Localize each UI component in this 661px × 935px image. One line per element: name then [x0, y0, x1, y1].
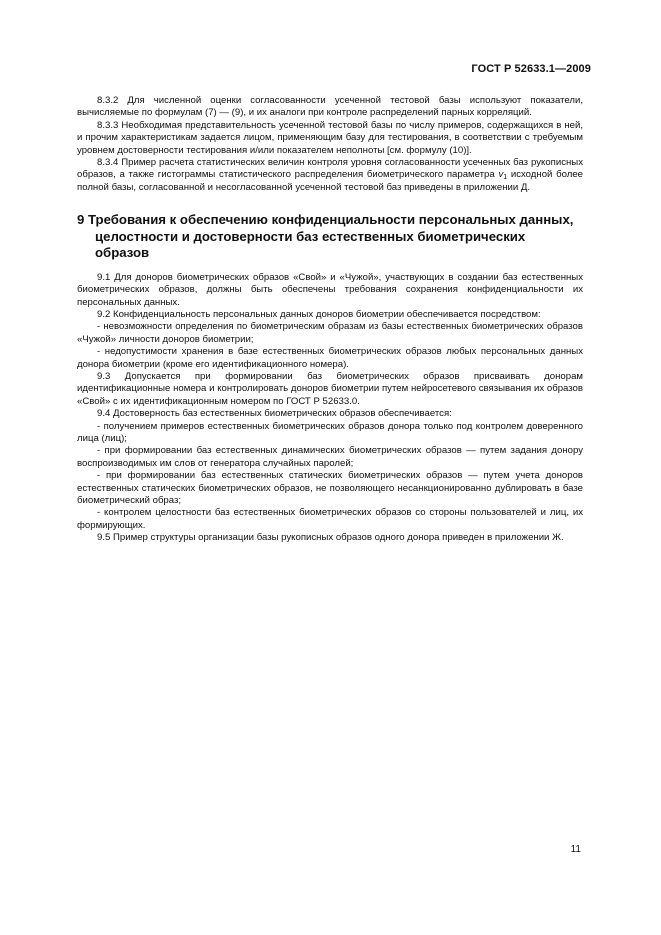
page-body	[77, 95, 583, 545]
list-item-9-2-a: - невозможности определения по биометрическим образам из базы естественных биометрических образов «Чужой» личности доноров биометрии;	[77, 321, 583, 345]
paragraph-9-3: 9.3 Допускается при формировании баз биометрических образов присваивать донорам идентификационные номера и контролировать доноров биометрии путем нейросетевого связывания их образов «Свой» с их идентификационным номером по ГОСТ Р 52633.0.	[77, 371, 583, 407]
list-item-9-4-d: - контролем целостности баз естественных биометрических образов со стороны пользователей и лиц, их формирующих.	[77, 507, 583, 531]
list-item-9-4-b: - при формировании баз естественных динамических биометрических образов — путем задания донору воспроизводимых им слов от генератора случайных паролей;	[77, 445, 583, 469]
paragraph-9-2: 9.2 Конфиденциальность персональных данных доноров биометрии обеспечивается посредством:	[97, 308, 541, 320]
paragraph-9-4: 9.4 Достоверность баз естественных биометрических образов обеспечивается:	[97, 408, 452, 420]
paragraph-8-3-3: 8.3.3 Необходимая представительность усеченной тестовой базы по числу примеров, содержащихся в ней, и прочим характеристикам задается лицом, применяющим базу для тестирования, в соответствии с требуемым уровнем достоверности тестирования и/или показателем неполноты [см. формулу (10)].	[77, 119, 583, 156]
section-9-heading: 9 Требования к обеспечению конфиденциальности персональных данных, целостности и достоверности баз естественных биометрических образов	[77, 212, 574, 261]
variable-v: v	[498, 169, 504, 181]
paragraph-9-5: 9.5 Пример структуры организации базы рукописных образов одного донора приведен в приложении Ж.	[97, 532, 564, 544]
list-item-9-2-b: - недопустимости хранения в базе естественных биометрических образов любых персональных данных донора биометрии (кроме его идентификационного номера).	[77, 346, 583, 370]
paragraph-8-3-4	[77, 157, 583, 194]
variable-subscript: 1	[503, 174, 508, 182]
list-item-9-4-c: - при формировании баз естественных статических биометрических образов — путем учета доноров естественных статических биометрических образов, не позволяющего несанкционированно дублировать в базе биометрический образ;	[77, 470, 583, 507]
paragraph-8-3-2: 8.3.2 Для численной оценки согласованности усеченной тестовой базы используют показатели, вычисляемые по формулам (7) — (9), и их аналоги при контроле распределений парных корреляций.	[77, 95, 583, 119]
paragraph-8-3-4-text-a: 8.3.4 Пример расчета статистических величин контроля уровня согласованности усеченных баз рукописных образов, а также гистограммы статистического распределения биометрического параметра	[77, 157, 583, 181]
paragraph-9-1: 9.1 Для доноров биометрических образов «Свой» и «Чужой», участвующих в создании баз естественных биометрических образов, должны быть обеспечены требования сохранения конфиденциальности их персональных данных.	[77, 271, 583, 308]
document-number: ГОСТ Р 52633.1—2009	[471, 63, 591, 75]
paragraph-8-3-4-text-b: исходной более полной базы, согласованной и несогласованной усеченной тестовой баз приведены в приложении Д.	[77, 169, 583, 193]
list-item-9-4-a: - получением примеров естественных биометрических образов донора только под контролем доверенного лица (лиц);	[77, 420, 583, 445]
page-number: 11	[570, 844, 581, 855]
